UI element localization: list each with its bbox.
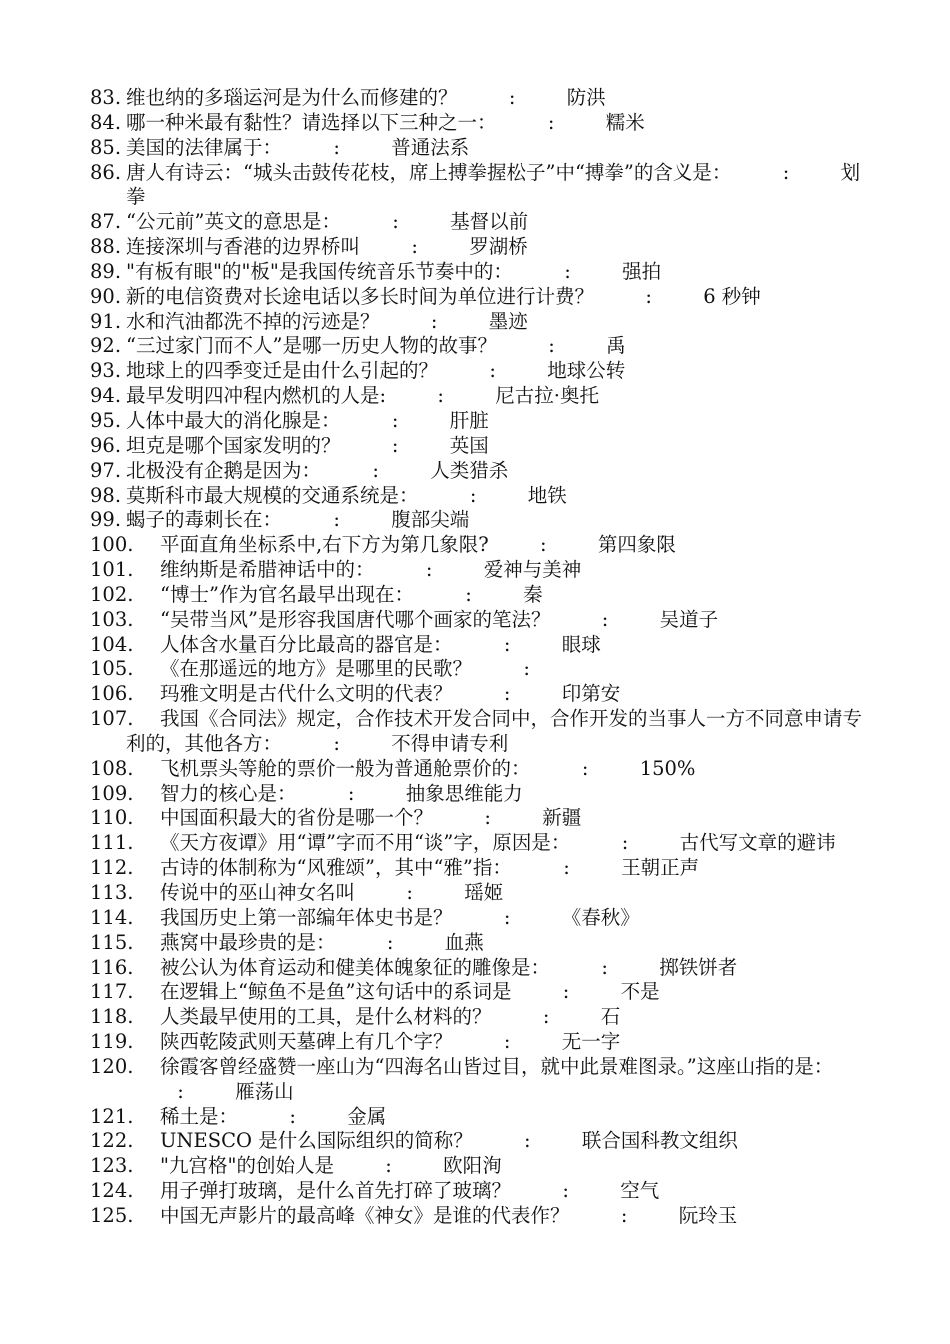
item-number: 91.	[90, 309, 122, 333]
question-text: 坦克是哪个国家发明的？	[126, 433, 341, 457]
answer-text: 阮玲玉	[678, 1203, 738, 1227]
answer-text: 雁荡山	[235, 1079, 294, 1103]
item-number: 112.	[90, 856, 134, 880]
separator: :	[563, 856, 570, 880]
question-text: 我国历史上第一部编年体史书是？	[160, 905, 453, 929]
question-text: “博士”作为官名最早出现在：	[160, 582, 414, 606]
item-number: 116.	[90, 955, 134, 979]
qa-item	[0, 136, 950, 161]
item-number: 87.	[90, 210, 122, 234]
qa-item	[0, 459, 950, 484]
qa-item	[0, 409, 950, 434]
item-number: 121.	[90, 1104, 134, 1128]
item-number: 107.	[90, 707, 134, 731]
separator: :	[548, 334, 555, 358]
item-number: 90.	[90, 284, 122, 308]
item-number: 111.	[90, 831, 134, 855]
item-number: 102.	[90, 582, 134, 606]
separator: :	[333, 508, 340, 532]
qa-item	[0, 856, 950, 881]
item-number: 118.	[90, 1005, 134, 1029]
separator: :	[333, 731, 340, 755]
question-text: 陕西乾陵武则天墓碑上有几个字？	[160, 1030, 453, 1054]
item-number: 115.	[90, 930, 134, 954]
qa-item	[0, 633, 950, 658]
qa-item	[0, 558, 950, 583]
answer-text: 150%	[639, 756, 696, 780]
item-number: 123.	[90, 1154, 134, 1178]
answer-text: 人类猎杀	[430, 458, 509, 482]
qa-item	[0, 931, 950, 956]
question-text: 人类最早使用的工具，是什么材料的？	[160, 1005, 492, 1029]
separator: :	[542, 1005, 550, 1029]
item-number: 125.	[90, 1203, 134, 1227]
question-text: 新的电信资费对长途电话以多长时间为单位进行计费？	[126, 284, 595, 308]
qa-item	[0, 682, 950, 707]
question-text: 用子弹打玻璃，是什么首先打碎了玻璃？	[160, 1179, 512, 1203]
qa-item	[0, 484, 950, 509]
item-number: 92.	[90, 334, 122, 358]
separator: :	[392, 210, 399, 234]
answer-text: 墨迹	[488, 309, 528, 333]
answer-text: 不得申请专利	[391, 731, 509, 755]
item-number: 122.	[90, 1129, 134, 1153]
answer-text: 基督以前	[450, 210, 529, 234]
question-text: 智力的核心是：	[160, 781, 297, 805]
qa-item	[0, 1129, 950, 1154]
answer-text: 瑶姬	[464, 881, 504, 904]
question-text: 平面直角坐标系中,右下方为第几象限?	[160, 533, 489, 557]
separator: :	[386, 930, 394, 954]
question-text: 地球上的四季变迁是由什么引起的？	[126, 359, 439, 383]
question-text: “吴带当风”是形容我国唐代哪个画家的笔法？	[160, 607, 551, 631]
question-text: "九宫格"的创始人是	[160, 1154, 334, 1178]
item-number: 95.	[90, 408, 122, 432]
separator: :	[372, 458, 379, 482]
item-number: 117.	[90, 980, 134, 1004]
separator: :	[406, 881, 413, 904]
answer-text: 血燕	[444, 930, 484, 954]
answer-text: 地铁	[527, 483, 567, 507]
answer-text: 糯米	[605, 110, 645, 134]
separator: :	[425, 558, 433, 582]
item-number: 110.	[90, 806, 134, 830]
answer-text: 不是	[620, 980, 660, 1004]
separator: :	[601, 607, 609, 631]
question-text: 《在那遥远的地方》是哪里的民歌？	[160, 657, 473, 681]
qa-item	[0, 533, 950, 558]
item-number: 83.	[90, 86, 122, 109]
item-number: 106.	[90, 682, 134, 706]
separator: :	[523, 657, 530, 681]
item-number: 104.	[90, 632, 134, 656]
question-text: 被公认为体育运动和健美体魄象征的雕像是：	[160, 955, 551, 979]
answer-text: 强拍	[622, 259, 662, 283]
question-text: 人体含水量百分比最高的器官是：	[160, 632, 453, 656]
answer-text: 英国	[449, 433, 489, 457]
item-number: 108.	[90, 756, 134, 780]
question-text: 连接深圳与香港的边界桥叫	[126, 235, 361, 259]
answer-text: 划拳	[126, 160, 861, 209]
question-text: 北极没有企鹅是因为：	[126, 458, 322, 482]
separator: :	[508, 86, 516, 109]
qa-item	[0, 210, 950, 235]
answer-text: 新疆	[542, 806, 582, 830]
item-number: 96.	[90, 433, 122, 457]
question-text: 飞机票头等舱的票价一般为普通舱票价的：	[160, 756, 531, 780]
separator: :	[391, 408, 399, 432]
separator: :	[645, 284, 652, 308]
answer-text: 地球公转	[547, 359, 626, 383]
item-number: 114.	[90, 905, 134, 929]
answer-text: 掷铁饼者	[659, 955, 738, 979]
qa-item	[0, 86, 950, 111]
question-text: 《天方夜谭》用“谭”字而不用“谈”字，原因是：	[160, 831, 571, 855]
question-text: 莫斯科市最大规模的交通系统是：	[126, 483, 419, 507]
qa-item	[0, 1179, 950, 1204]
separator: :	[562, 980, 570, 1004]
item-number: 97.	[90, 458, 122, 482]
qa-item	[0, 881, 950, 906]
item-number: 101.	[90, 558, 134, 582]
separator: :	[564, 259, 571, 283]
qa-item	[0, 657, 950, 682]
answer-text: 《春秋》	[561, 905, 640, 929]
separator: :	[503, 682, 511, 706]
answer-text: 爱神与美神	[483, 558, 582, 582]
separator: :	[391, 433, 399, 457]
separator: :	[385, 1154, 392, 1178]
item-number: 94.	[90, 384, 122, 408]
question-text: 维也纳的多瑙运河是为什么而修建的？	[126, 86, 458, 109]
question-text: 徐霞客曾经盛赞一座山为“四海名山皆过目，就中此景难图录。”这座山指的是：	[160, 1054, 834, 1078]
qa-item	[0, 782, 950, 807]
answer-text: 眼球	[561, 632, 601, 656]
qa-item	[0, 384, 950, 409]
qa-item	[0, 111, 950, 136]
answer-text: 肝脏	[449, 408, 489, 432]
separator: :	[547, 110, 555, 134]
question-text: 哪一种米最有黏性？请选择以下三种之一：	[126, 110, 497, 134]
answer-text: 空气	[620, 1179, 660, 1203]
qa-item	[0, 906, 950, 931]
question-text: 维纳斯是希腊神话中的：	[160, 558, 375, 582]
question-text: “公元前”英文的意思是：	[126, 210, 341, 234]
answer-text: 防洪	[566, 86, 606, 109]
question-text: 人体中最大的消化腺是：	[126, 408, 341, 432]
question-text: 燕窝中最珍贵的是：	[160, 930, 336, 954]
separator: :	[601, 955, 608, 979]
answer-text: 第四象限	[597, 533, 676, 557]
item-number: 113.	[90, 881, 134, 904]
item-number: 88.	[90, 235, 122, 259]
question-text: UNESCO 是什么国际组织的简称？	[160, 1129, 473, 1153]
separator: :	[347, 781, 355, 805]
qa-item	[0, 235, 950, 260]
qa-item	[0, 956, 950, 981]
qa-item	[0, 806, 950, 831]
qa-item	[0, 1055, 950, 1105]
answer-text: 禹	[606, 334, 626, 358]
separator: :	[465, 582, 472, 606]
separator: :	[430, 309, 438, 333]
answer-text: 印第安	[561, 682, 621, 706]
question-text: 玛雅文明是古代什么文明的代表？	[160, 682, 453, 706]
question-text: 最早发明四冲程内燃机的人是:	[126, 384, 387, 408]
separator: :	[469, 483, 477, 507]
separator: :	[289, 1104, 296, 1128]
separator: :	[177, 1079, 184, 1103]
separator: :	[620, 1203, 628, 1227]
answer-text: 石	[600, 1005, 621, 1029]
qa-item	[0, 1005, 950, 1030]
question-text: 我国《合同法》规定，合作技术开发合同中，合作开发的当事人一方不同意申请专利的，其他各方：	[126, 707, 863, 755]
separator: :	[484, 806, 491, 830]
item-number: 85.	[90, 135, 122, 159]
answer-text: 尼古拉·奥托	[495, 384, 599, 408]
answer-text: 古代写文章的避讳	[679, 831, 836, 855]
qa-item	[0, 608, 950, 633]
item-number: 84.	[90, 110, 122, 134]
separator: :	[581, 756, 589, 780]
separator: :	[621, 831, 629, 855]
qa-item	[0, 1154, 950, 1179]
item-number: 86.	[90, 160, 122, 184]
question-text: 中国面积最大的省份是哪一个？	[160, 806, 434, 830]
separator: :	[562, 1179, 569, 1203]
separator: :	[524, 1129, 531, 1153]
answer-text: 金属	[347, 1104, 387, 1128]
question-text: 古诗的体制称为“风雅颂”，其中“雅”指：	[160, 856, 512, 880]
document-page	[0, 86, 950, 1229]
answer-text: 联合国科教文组织	[581, 1129, 738, 1153]
answer-text: 抽象思维能力	[405, 781, 523, 805]
answer-text: 普通法系	[391, 135, 470, 159]
qa-item	[0, 831, 950, 856]
qa-item	[0, 980, 950, 1005]
item-number: 93.	[90, 359, 122, 383]
item-number: 119.	[90, 1030, 134, 1054]
question-text: 传说中的巫山神女名叫	[160, 881, 356, 904]
qa-item	[0, 1030, 950, 1055]
question-text: 唐人有诗云：“城头击鼓传花枝，席上搏拳握松子”中“搏拳”的含义是：	[126, 160, 732, 184]
qa-item	[0, 359, 950, 384]
item-number: 105.	[90, 657, 134, 681]
qa-item	[0, 260, 950, 285]
question-text: 稀土是：	[160, 1104, 239, 1128]
item-number: 100.	[90, 533, 134, 557]
separator: :	[411, 235, 418, 259]
item-number: 120.	[90, 1054, 134, 1078]
answer-text: 腹部尖端	[391, 508, 470, 532]
item-number: 98.	[90, 483, 122, 507]
question-text: "有板有眼"的"板"是我国传统音乐节奏中的：	[126, 259, 513, 283]
qa-item	[0, 285, 950, 310]
answer-text: 罗湖桥	[469, 235, 528, 259]
separator: :	[489, 359, 496, 383]
separator: :	[782, 160, 790, 184]
qa-item	[0, 583, 950, 608]
item-number: 89.	[90, 259, 122, 283]
separator: :	[503, 905, 511, 929]
answer-text: 无一字	[561, 1030, 621, 1054]
qa-item	[0, 334, 950, 359]
item-number: 109.	[90, 781, 134, 805]
question-text: 水和汽油都洗不掉的污迹是？	[126, 309, 380, 333]
item-number: 103.	[90, 607, 134, 631]
qa-item	[0, 1105, 950, 1130]
answer-text: 欧阳洵	[443, 1154, 502, 1178]
question-text: 中国无声影片的最高峰《神女》是谁的代表作？	[160, 1203, 570, 1227]
answer-text: 秦	[523, 582, 543, 606]
qa-item	[0, 757, 950, 782]
item-number: 99.	[90, 508, 122, 532]
separator: :	[333, 135, 340, 159]
separator: :	[503, 1030, 511, 1054]
item-number: 124.	[90, 1179, 134, 1203]
question-text: 蝎子的毒刺长在：	[126, 508, 283, 532]
qa-item	[0, 434, 950, 459]
qa-item	[0, 707, 950, 757]
answer-text: 王朝正声	[621, 856, 700, 880]
separator: :	[539, 533, 547, 557]
answer-text: 吴道子	[659, 607, 719, 631]
answer-text: 6 秒钟	[703, 284, 761, 308]
separator: :	[503, 632, 511, 656]
qa-item	[0, 1204, 950, 1229]
question-text: “三过家门而不人”是哪一历史人物的故事？	[126, 334, 497, 358]
separator: :	[437, 384, 444, 408]
qa-item	[0, 508, 950, 533]
qa-item	[0, 310, 950, 335]
question-text: 在逻辑上“鲸鱼不是鱼”这句话中的系词是	[160, 980, 512, 1004]
qa-item	[0, 161, 950, 211]
question-text: 美国的法律属于：	[126, 135, 283, 159]
